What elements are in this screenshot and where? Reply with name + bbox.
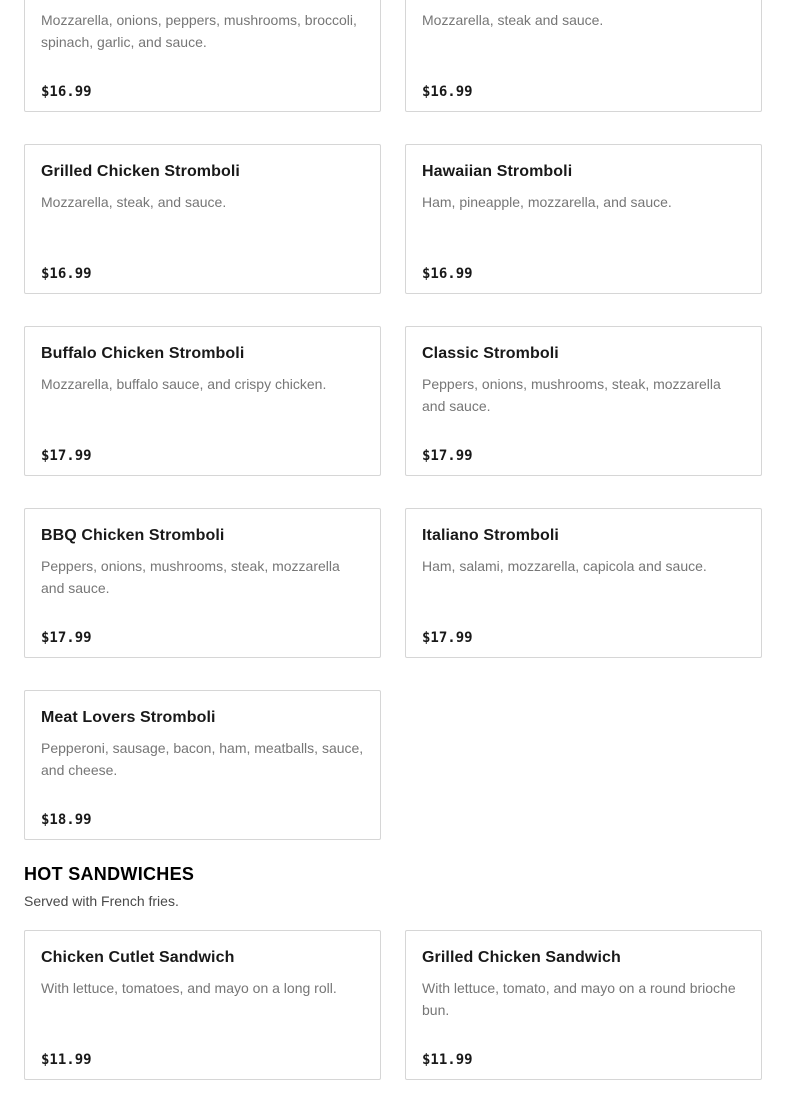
item-description: Peppers, onions, mushrooms, steak, mozzarella and sauce. <box>41 558 340 596</box>
item-price: $17.99 <box>422 630 473 646</box>
item-title: Italiano Stromboli <box>422 527 559 544</box>
item-price: $17.99 <box>41 448 92 464</box>
item-title: Hawaiian Stromboli <box>422 163 573 180</box>
item-description: Mozzarella, buffalo sauce, and crispy chicken. <box>41 376 327 392</box>
menu-item-card[interactable] <box>24 326 381 476</box>
menu-item-card[interactable] <box>405 930 762 1080</box>
item-title: BBQ Chicken Stromboli <box>41 527 225 544</box>
menu-item-card[interactable] <box>24 508 381 658</box>
item-description: With lettuce, tomato, and mayo on a round brioche bun. <box>422 980 736 1018</box>
item-title: Buffalo Chicken Stromboli <box>41 345 245 362</box>
item-description: Pepperoni, sausage, bacon, ham, meatballs, sauce, and cheese. <box>41 740 364 778</box>
item-price: $17.99 <box>422 448 473 464</box>
section-heading: HOT SANDWICHES <box>24 864 195 884</box>
item-price: $11.99 <box>41 1052 92 1068</box>
item-title: Classic Stromboli <box>422 345 559 362</box>
item-description: Ham, salami, mozzarella, capicola and sauce. <box>422 558 707 574</box>
menu-item-card[interactable] <box>405 144 762 294</box>
item-title: Meat Lovers Stromboli <box>41 709 216 726</box>
item-description: Peppers, onions, mushrooms, steak, mozzarella and sauce. <box>422 376 721 414</box>
item-description: Mozzarella, steak and sauce. <box>422 12 604 28</box>
menu-item-card[interactable] <box>24 690 381 840</box>
item-price: $18.99 <box>41 812 92 828</box>
item-price: $16.99 <box>41 266 92 282</box>
item-description: Mozzarella, steak, and sauce. <box>41 194 227 210</box>
menu-item-card[interactable] <box>405 508 762 658</box>
item-price: $16.99 <box>422 84 473 100</box>
menu-item-card[interactable] <box>24 930 381 1080</box>
item-description: Ham, pineapple, mozzarella, and sauce. <box>422 194 672 210</box>
menu-item-card[interactable] <box>405 0 762 112</box>
item-price: $16.99 <box>41 84 92 100</box>
item-price: $16.99 <box>422 266 473 282</box>
item-title: Grilled Chicken Sandwich <box>422 949 621 966</box>
item-description: Mozzarella, onions, peppers, mushrooms, broccoli, spinach, garlic, and sauce. <box>41 12 357 50</box>
section-subheading: Served with French fries. <box>24 893 179 909</box>
item-price: $11.99 <box>422 1052 473 1068</box>
item-price: $17.99 <box>41 630 92 646</box>
menu-item-card[interactable] <box>405 326 762 476</box>
menu-item-card[interactable] <box>24 0 381 112</box>
item-title: Grilled Chicken Stromboli <box>41 163 240 180</box>
item-description: With lettuce, tomatoes, and mayo on a long roll. <box>41 980 337 996</box>
menu-item-card[interactable] <box>24 144 381 294</box>
item-title: Chicken Cutlet Sandwich <box>41 949 235 966</box>
